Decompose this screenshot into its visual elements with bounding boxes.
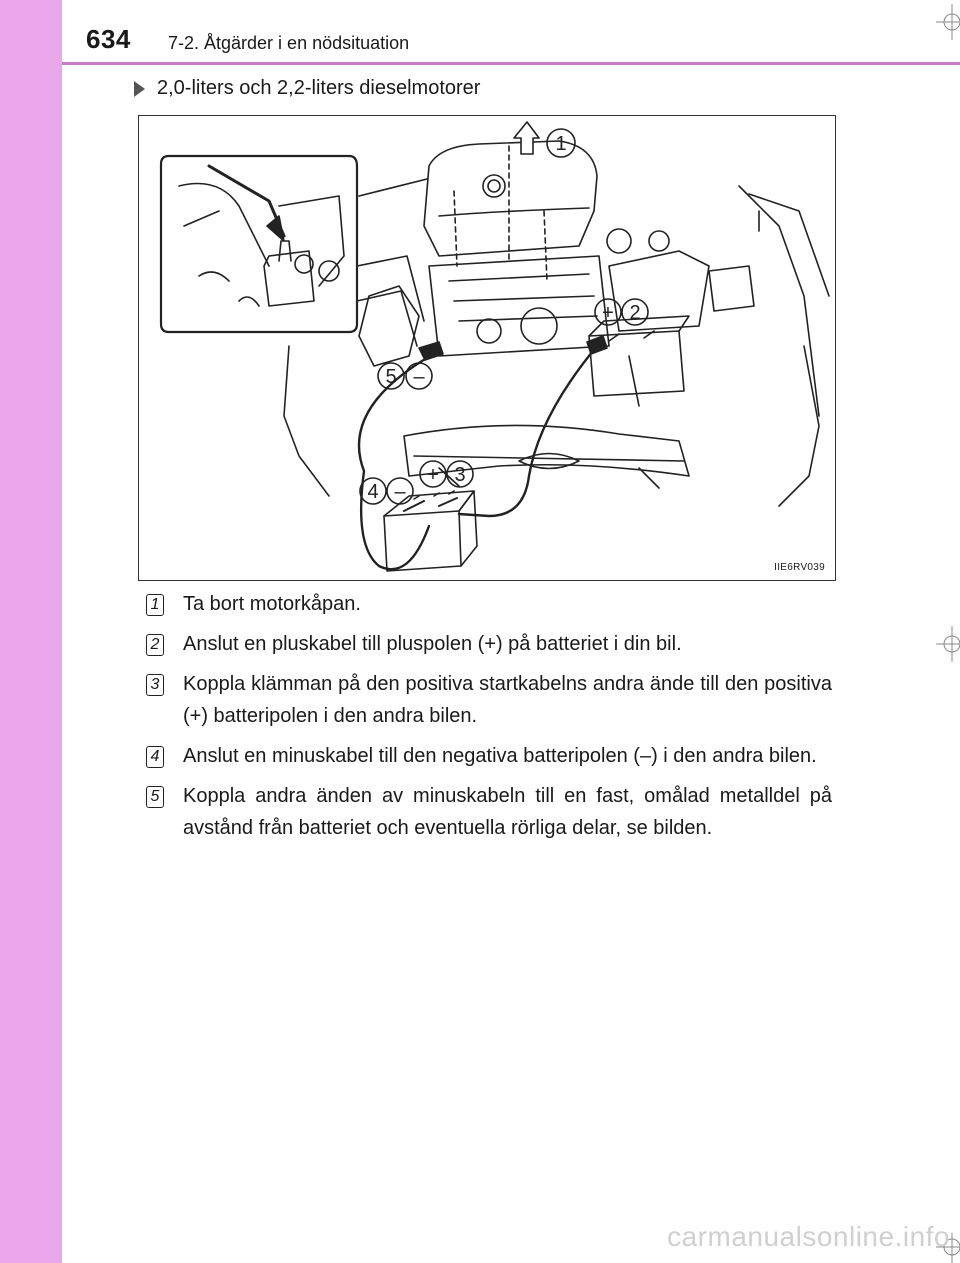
- step-number: 2: [146, 634, 164, 656]
- engine-bay-drawing: [139, 116, 836, 581]
- triangle-bullet-icon: [134, 81, 145, 97]
- callout-plus-2: +: [602, 302, 614, 324]
- callout-5: 5: [385, 366, 397, 388]
- step-item: [146, 672, 832, 732]
- chapter-side-tab: [0, 0, 62, 1263]
- callout-1: 1: [555, 133, 567, 155]
- step-item: [146, 632, 832, 660]
- page-number: 634: [86, 24, 131, 54]
- step-text: Koppla klämman på den positiva startkabelns andra ände till den positiva (+) batteripolen i den andra bilen.: [183, 673, 832, 727]
- callout-2: 2: [629, 302, 641, 324]
- section-title: 7-2. Åtgärder i en nödsituation: [168, 33, 410, 53]
- step-number: 3: [146, 674, 164, 696]
- callout-3: 3: [454, 464, 466, 486]
- step-text: Koppla andra änden av minuskabeln till en fast, omålad metalldel på avstånd från batteriet och eventuella rörliga delar, se bilden.: [183, 785, 832, 839]
- subheading: [134, 77, 480, 100]
- callout-4: 4: [367, 481, 379, 503]
- step-text: Ta bort motorkåpan.: [183, 593, 361, 615]
- step-number: 1: [146, 594, 164, 616]
- step-text: Anslut en pluskabel till pluspolen (+) på batteriet i din bil.: [183, 633, 682, 655]
- callout-minus-5: –: [413, 366, 425, 388]
- step-number: 4: [146, 746, 164, 768]
- registration-mark-mid-right: [930, 624, 960, 664]
- watermark: carmanualsonline.info: [667, 1221, 950, 1252]
- step-item: [146, 592, 832, 620]
- callout-minus-4: –: [394, 481, 406, 503]
- step-item: [146, 744, 832, 772]
- jump-start-illustration: [138, 115, 836, 581]
- callout-plus-3: +: [427, 464, 439, 486]
- step-list: [146, 592, 832, 856]
- step-text: Anslut en minuskabel till den negativa batteripolen (–) i den andra bilen.: [183, 745, 817, 767]
- registration-mark-top-right: [930, 2, 960, 42]
- step-item: [146, 784, 832, 844]
- step-number: 5: [146, 786, 164, 808]
- subheading-text: 2,0-liters och 2,2-liters dieselmotorer: [157, 77, 481, 99]
- figure-code: IIE6RV039: [774, 562, 825, 573]
- header-rule: [62, 62, 960, 65]
